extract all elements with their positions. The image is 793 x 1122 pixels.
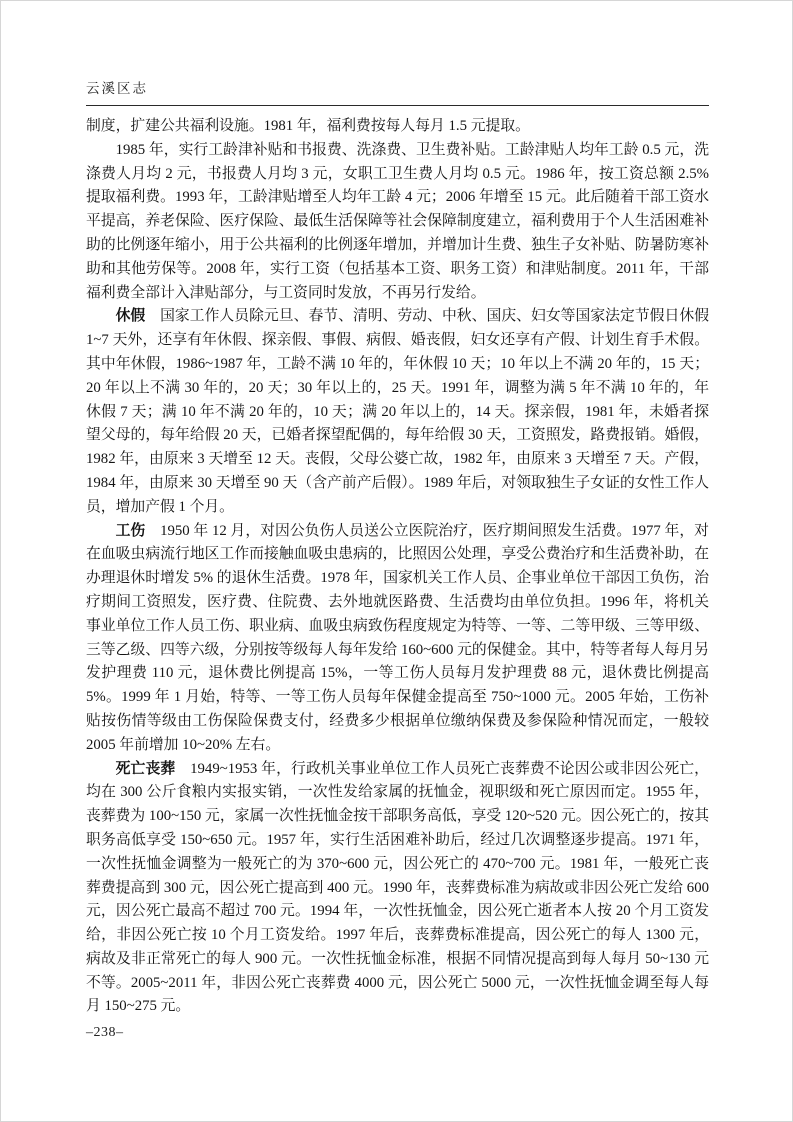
paragraph-text: 1949~1953 年，行政机关事业单位工作人员死亡丧葬费不论因公或非因公死亡，均在 300 公斤食粮内实报实销，一次性发给家属的抚恤金，视职级和死亡原因而定。1955 年，丧葬费为 100~150 元，家属一次性抚恤金按干部职务高低，享受 120~520 元。因公死亡的，按其职务高低享受 150~650 元。1957 年，实行生活困难补助后，经过几次调整逐步提高。1971 年，一次性抚恤金调整为一般死亡的为 370~600 元，因公死亡的 470~700 元。1981 年，一般死亡丧葬费提高到 300 元，因公死亡提高到 400 元。1990 年，丧葬费标准为病故或非因公死亡发给 600 元，因公死亡最高不超过 700 元。1994 年，一次性抚恤金，因公死亡逝者本人按 20 个月工资发给，非因公死亡按 10 个月工资发给。1997 年后，丧葬费标准提高，因公死亡的每人 1300 元，病故及非正常死亡的每人 900 元。一次性抚恤金标准，根据不同情况提高到每人每月 50~130 元不等。2005~2011 年，非因公死亡丧葬费 4000 元，因公死亡 5000 元，一次性抚恤金调至每人每月 150~275 元。 — [86, 760, 709, 1015]
page-header — [86, 77, 709, 106]
page-number: –238– — [86, 1025, 124, 1040]
paragraph-text: 1950 年 12 月，对因公负伤人员送公立医院治疗，医疗期间照发生活费。1977 年，对在血吸虫病流行地区工作而接触血吸虫患病的，比照因公处理，享受公费治疗和生活费补助，在办理退休时增发 5% 的退休生活费。1978 年，国家机关工作人员、企事业单位干部因工负伤，治疗期间工资照发，医疗费、住院费、去外地就医路费、生活费均由单位负担。1996 年，将机关事业单位工作人员工伤、职业病、血吸虫病致伤程度规定为特等、一等、二等甲级、三等甲级、三等乙级、四等六级，分别按等级每人每年发给 160~600 元的保健金。其中，特等者每人每月另发护理费 110 元，退休费比例提高 15%，一等工伤人员每月发护理费 88 元，退休费比例提高 5%。1999 年 1 月始，特等、一等工伤人员每年保健金提高至 750~1000 元。2005 年始，工伤补贴按伤情等级由工伤保险保费支付，经费多少根据单位缴纳保费及参保险种情况而定，一般较 2005 年前增加 10~20% 左右。 — [86, 522, 709, 753]
section-term-holidays: 休假 — [115, 308, 146, 325]
paragraph-work-injury — [86, 520, 709, 758]
body-text — [86, 115, 709, 1019]
paragraph-text: 国家工作人员除元旦、春节、清明、劳动、中秋、国庆、妇女等国家法定节假日休假 1~7 天外，还享有年休假、探亲假、事假、病假、婚丧假，妇女还享有产假、计划生育手术假。其中年休假，1986~1987 年，工龄不满 10 年的，年休假 10 天；10 年以上不满 20 年的，15 天；20 年以上不满 30 年的，20 天；30 年以上的，25 天。1991 年，调整为满 5 年不满 10 年的，年休假 7 天；满 10 年不满 20 年的，10 天；满 20 年以上的，14 天。探亲假，1981 年，未婚者探望父母的，每年给假 20 天，已婚者探望配偶的，每年给假 30 天，工资照发，路费报销。婚假，1982 年，由原来 3 天增至 12 天。丧假，父母公婆亡故，1982 年，由原来 3 天增至 7 天。产假，1984 年，由原来 30 天增至 90 天（含产前产后假）。1989 年后，对领取独生子女证的女性工作人员，增加产假 1 个月。 — [86, 308, 709, 515]
paragraph-death-funeral — [86, 758, 709, 1020]
paragraph-continuation — [86, 115, 709, 139]
section-term-work-injury: 工伤 — [115, 522, 146, 539]
paragraph-text: 制度，扩建公共福利设施。1981 年，福利费按每人每月 1.5 元提取。 — [86, 118, 530, 134]
book-title: 云溪区志 — [86, 81, 148, 96]
paragraph-holidays — [86, 305, 709, 519]
section-term-death-funeral: 死亡丧葬 — [115, 760, 176, 777]
paragraph-welfare — [86, 139, 709, 306]
paragraph-text: 1985 年，实行工龄津补贴和书报费、洗涤费、卫生费补贴。工龄津贴人均年工龄 0.5 元，洗涤费人月均 2 元，书报费人月均 3 元，女职工卫生费人月均 0.5 元。1986 年，按工资总额 2.5% 提取福利费。1993 年，工龄津贴增至人均年工龄 4 元；2006 年增至 15 元。此后随着干部工资水平提高，养老保险、医疗保险、最低生活保障等社会保障制度建立，福利费用于个人生活困难补助的比例逐年缩小，用于公共福利的比例逐年增加，并增加计生费、独生子女补贴、防暑防寒补助和其他劳保等。2008 年，实行工资（包括基本工资、职务工资）和津贴制度。2011 年，干部福利费全部计入津贴部分，与工资同时发放，不再另行发给。 — [86, 141, 709, 301]
